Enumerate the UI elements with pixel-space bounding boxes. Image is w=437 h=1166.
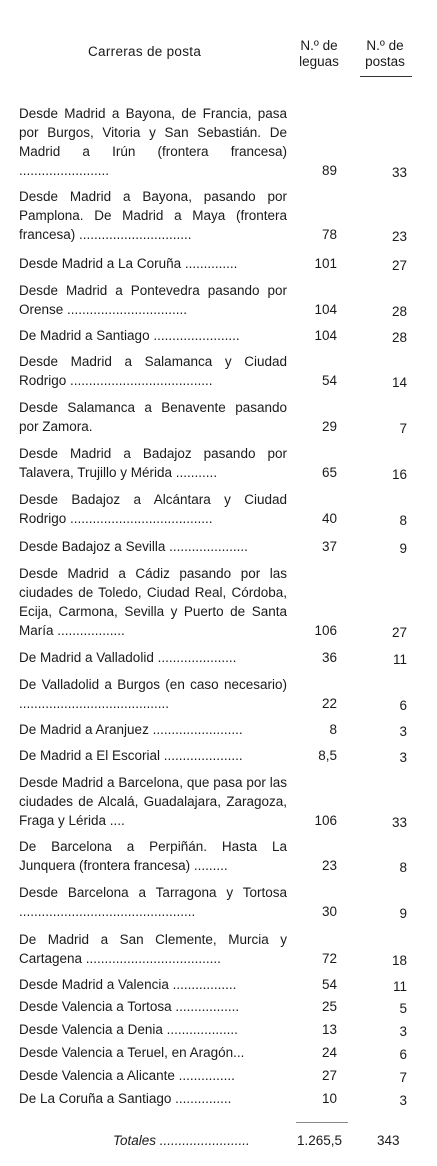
route-postas: 3	[399, 1093, 407, 1108]
route-postas: 16	[391, 467, 407, 482]
route-leguas: 8	[329, 722, 337, 737]
route-leguas: 101	[314, 256, 337, 271]
route-leguas: 24	[321, 1045, 337, 1060]
route-leguas: 104	[314, 328, 337, 343]
route-row	[19, 490, 419, 528]
route-description: Desde Valencia a Teruel, en Aragón...	[19, 1045, 245, 1060]
route-description: Desde Madrid a Valencia .................	[19, 977, 237, 992]
route-postas: 8	[399, 860, 407, 875]
route-leguas: 8,5	[318, 748, 337, 763]
route-postas: 27	[391, 625, 407, 640]
route-row	[19, 326, 419, 345]
route-postas: 6	[399, 698, 407, 713]
route-postas: 7	[399, 421, 407, 436]
route-description: De Madrid a El Escorial .....................	[19, 748, 243, 763]
route-row	[19, 837, 419, 875]
route-leguas: 72	[321, 951, 337, 966]
route-row	[19, 281, 419, 319]
route-postas: 18	[391, 953, 407, 968]
route-leguas: 36	[321, 650, 337, 665]
totals-postas: 343	[377, 1133, 400, 1148]
route-postas: 3	[399, 724, 407, 739]
route-postas: 11	[392, 979, 407, 994]
route-row	[19, 104, 419, 180]
column-header-postas: N.º de postas	[365, 38, 405, 69]
route-postas: 8	[399, 513, 407, 528]
column-header-routes: Carreras de posta	[88, 44, 202, 59]
route-row	[19, 883, 419, 921]
route-row	[19, 444, 419, 482]
route-postas: 9	[399, 906, 407, 921]
route-description: De Barcelona a Perpiñán. Hasta La Junquera (frontera francesa) .........	[19, 839, 287, 873]
route-row	[19, 997, 419, 1016]
route-postas: 3	[399, 750, 407, 765]
route-postas: 28	[391, 304, 407, 319]
route-postas: 33	[391, 165, 407, 180]
header-rule	[360, 76, 412, 77]
route-row	[19, 975, 419, 994]
route-postas: 9	[399, 541, 407, 556]
route-leguas: 65	[321, 465, 337, 480]
route-description: Desde Badajoz a Sevilla .....................	[19, 539, 248, 554]
route-postas: 7	[399, 1070, 407, 1085]
route-description: Desde Salamanca a Benavente pasando por Zamora.	[19, 400, 287, 434]
route-description: De La Coruña a Santiago ...............	[19, 1091, 232, 1106]
route-leguas: 104	[314, 302, 337, 317]
route-row	[19, 1066, 419, 1085]
route-leguas: 106	[314, 813, 337, 828]
route-leguas: 25	[321, 999, 337, 1014]
route-row	[19, 930, 419, 968]
route-postas: 27	[391, 258, 407, 273]
route-leguas: 106	[314, 623, 337, 638]
route-leguas: 23	[321, 858, 337, 873]
route-row	[19, 352, 419, 390]
route-description: Desde Valencia a Alicante ...............	[19, 1068, 235, 1083]
route-description: Desde Valencia a Denia ...................	[19, 1022, 238, 1037]
route-postas: 6	[399, 1047, 407, 1062]
totals-leguas: 1.265,5	[297, 1133, 343, 1148]
route-row	[19, 1043, 419, 1062]
route-row	[19, 398, 419, 436]
route-row	[19, 648, 419, 667]
route-leguas: 13	[321, 1022, 337, 1037]
route-row	[19, 773, 419, 830]
route-description: De Madrid a San Clemente, Murcia y Cartagena ....................................	[19, 932, 287, 966]
route-postas: 14	[391, 375, 407, 390]
route-leguas: 54	[321, 373, 337, 388]
route-description: Desde Madrid a Barcelona, que pasa por las ciudades de Alcalá, Guadalajara, Zaragoza, Fraga y Lérida ....	[19, 775, 287, 828]
route-leguas: 89	[321, 163, 337, 178]
route-description: De Valladolid a Burgos (en caso necesario) ........................................	[19, 677, 287, 711]
route-leguas: 22	[321, 696, 337, 711]
route-postas: 11	[392, 652, 407, 667]
route-postas: 33	[391, 815, 407, 830]
route-postas: 5	[399, 1001, 407, 1016]
route-description: Desde Madrid a Salamanca y Ciudad Rodrigo ......................................	[19, 354, 287, 388]
route-description: Desde Madrid a Bayona, pasando por Pamplona. De Madrid a Maya (frontera francesa) ..............................	[19, 189, 287, 242]
route-leguas: 10	[321, 1091, 337, 1106]
route-postas: 23	[391, 229, 407, 244]
route-row	[19, 254, 419, 273]
route-leguas: 54	[321, 977, 337, 992]
route-leguas: 27	[321, 1068, 337, 1083]
route-description: Desde Barcelona a Tarragona y Tortosa ...............................................	[19, 885, 287, 919]
route-row	[19, 1020, 419, 1039]
column-header-leguas: N.º de leguas	[299, 38, 339, 69]
route-row	[19, 537, 419, 556]
route-leguas: 29	[321, 419, 337, 434]
route-description: Desde Madrid a Pontevedra pasando por Orense ................................	[19, 283, 287, 317]
totals-label: Totales ........................	[113, 1133, 250, 1148]
route-postas: 28	[391, 330, 407, 345]
route-description: Desde Valencia a Tortosa .................	[19, 999, 240, 1014]
route-row	[19, 746, 419, 765]
route-description: Desde Madrid a Badajoz pasando por Talavera, Trujillo y Mérida ...........	[19, 446, 287, 480]
route-description: Desde Badajoz a Alcántara y Ciudad Rodrigo ......................................	[19, 492, 287, 526]
totals-rule	[296, 1122, 348, 1123]
route-leguas: 37	[321, 539, 337, 554]
route-postas: 3	[399, 1024, 407, 1039]
route-row	[19, 564, 419, 640]
route-description: De Madrid a Aranjuez ........................	[19, 722, 243, 737]
route-leguas: 30	[321, 904, 337, 919]
route-leguas: 78	[321, 227, 337, 242]
route-description: Desde Madrid a Cádiz pasando por las ciudades de Toledo, Ciudad Real, Córdoba, Ecija, Carmona, Sevilla y Puerto de Santa María ..................	[19, 566, 287, 638]
route-row	[19, 675, 419, 713]
route-description: De Madrid a Santiago .......................	[19, 328, 240, 343]
route-description: De Madrid a Valladolid .....................	[19, 650, 237, 665]
route-row	[19, 1089, 419, 1108]
route-row	[19, 187, 419, 244]
route-description: Desde Madrid a La Coruña ..............	[19, 256, 238, 271]
route-description: Desde Madrid a Bayona, de Francia, pasa por Burgos, Vitoria y San Sebastián. De Madrid a Irún (frontera francesa) ........................	[19, 106, 287, 178]
route-row	[19, 720, 419, 739]
route-leguas: 40	[321, 511, 337, 526]
